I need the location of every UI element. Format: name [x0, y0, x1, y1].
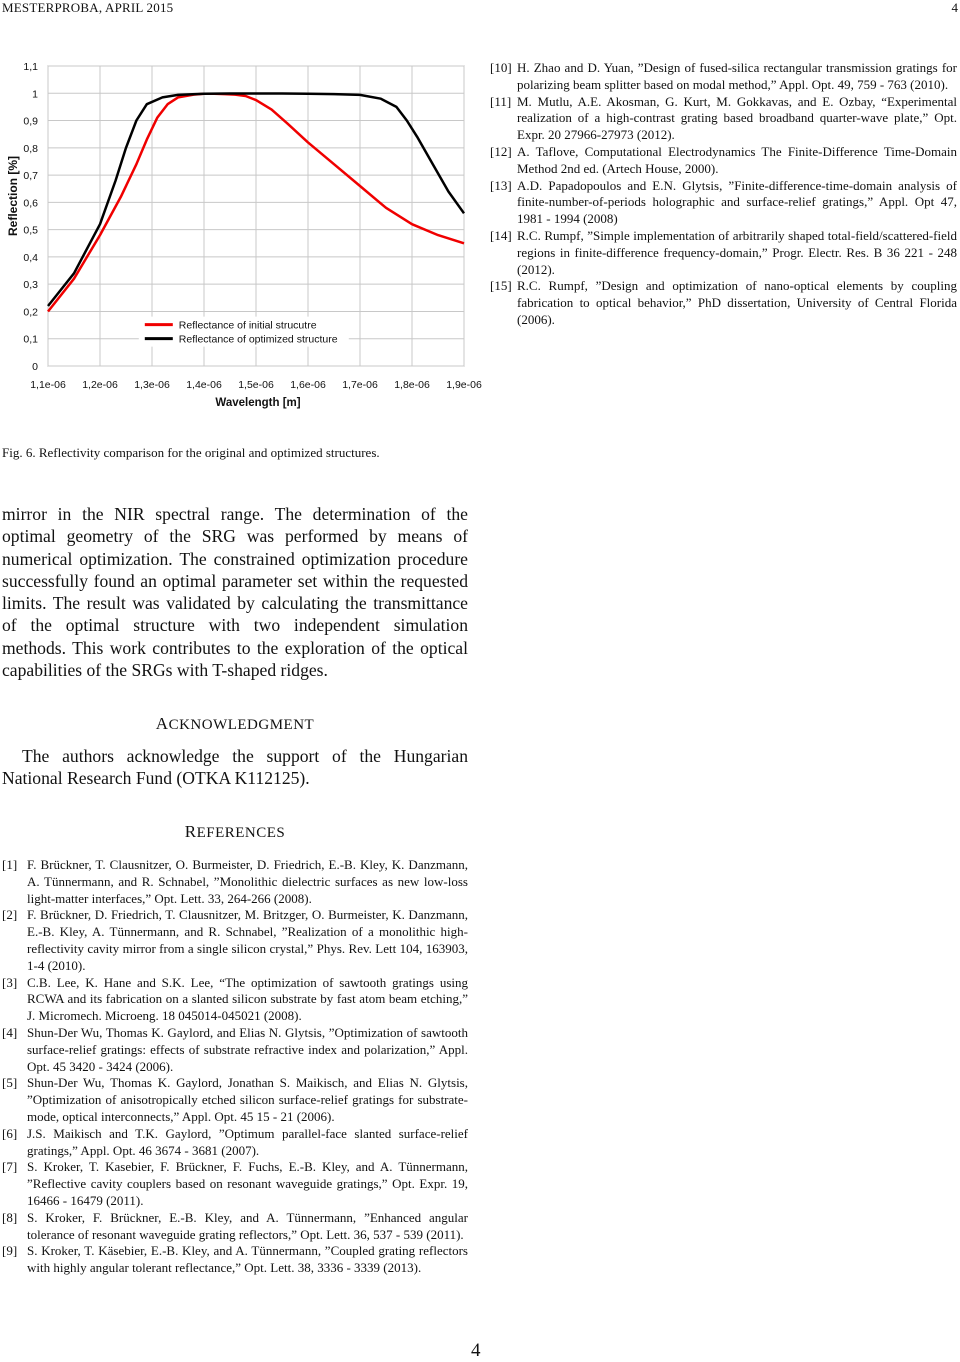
reference-text: A.D. Papadopoulos and E.N. Glytsis, ”Finite-difference-time-domain analysis of finite-number-of-periods holographic and surface-relief gratings,” Appl. Opt 47, 1981 - 1994 (2008) — [517, 177, 957, 227]
page-number-top: 4 — [951, 0, 958, 15]
reference-number: [11] — [490, 93, 512, 109]
references-heading-cap: R — [184, 822, 197, 841]
reference-text: Shun-Der Wu, Thomas K. Gaylord, and Elias N. Glytsis, ”Optimization of sawtooth surface-relief gratings: effects of substrate refractive index and polarization,” Appl. Opt. 45 3420 - 3424 (2006). — [27, 1024, 468, 1074]
y-tick-label: 0,2 — [23, 306, 38, 319]
reference-number: [12] — [490, 143, 512, 159]
reference-number: [13] — [490, 177, 512, 193]
reference-item — [2, 1075, 468, 1125]
reference-number: [4] — [2, 1024, 18, 1040]
reference-number: [1] — [2, 857, 18, 872]
y-tick-label: 0,3 — [23, 279, 38, 292]
reference-item — [490, 178, 957, 228]
acknowledgment-heading-rest: CKNOWLEDGMENT — [168, 717, 315, 733]
y-tick-label: 0,4 — [23, 251, 38, 264]
reference-item — [490, 228, 957, 278]
reference-number: [6] — [2, 1125, 18, 1141]
y-tick-label: 0,1 — [23, 333, 38, 346]
reference-item — [490, 94, 957, 144]
reference-text: S. Kroker, T. Käsebier, E.-B. Kley, and A. Tünnermann, ”Coupled grating reflectors with highly angular tolerant reflectance,” Opt. Lett. 38, 3336 - 3339 (2013). — [27, 1243, 468, 1276]
reference-number: [3] — [2, 974, 18, 990]
reference-number: [5] — [2, 1075, 18, 1091]
reference-text: F. Brückner, D. Friedrich, T. Clausnitzer, M. Britzger, O. Burmeister, K. Danzmann, E.-B. Kley, A. Tünnermann, and R. Schnabel, ”Realization of a monolithic high-reflectivity cavity mirror from a single silicon crystal,” Phys. Rev. Lett 104, 163903, 1-4 (2010). — [27, 907, 468, 973]
legend-label: Reflectance of optimized structure — [178, 333, 338, 346]
reference-item — [2, 975, 468, 1025]
y-tick-label: 0 — [32, 361, 38, 373]
x-tick-label: 1,4e-06 — [186, 379, 222, 391]
reference-number: [7] — [2, 1159, 18, 1175]
x-axis-label: Wavelength [m] — [215, 397, 301, 409]
reference-text: H. Zhao and D. Yuan, ”Design of fused-silica rectangular transmission gratings for polarizing beam splitter based on modal method,” Appl. Opt. 49, 759 - 763 (2010). — [517, 60, 957, 92]
references-list-left — [2, 857, 468, 1277]
acknowledgment-paragraph: The authors acknowledge the support of the Hungarian National Research Fund (OTKA K112125). — [2, 746, 468, 789]
reference-number: [15] — [490, 278, 512, 294]
reference-item — [2, 1159, 468, 1209]
figure-caption: Fig. 6. Reflectivity comparison for the original and optimized structures. — [2, 445, 380, 460]
y-tick-label: 0,6 — [23, 197, 38, 210]
reference-text: R.C. Rumpf, ”Design and optimization of nano-optical elements by coupling fabrication to optical behavior,” PhD dissertation, University of Central Florida (2006). — [517, 278, 957, 327]
reference-item — [2, 1126, 468, 1160]
x-tick-label: 1,9e-06 — [446, 379, 482, 391]
acknowledgment-heading-cap: A — [155, 714, 169, 733]
y-axis-label: Reflection [%] — [6, 155, 20, 237]
reflectivity-chart — [0, 58, 482, 420]
x-tick-label: 1,2e-06 — [82, 379, 118, 391]
y-tick-label: 1 — [32, 88, 38, 101]
page-number-bottom: 4 — [471, 1340, 481, 1361]
reference-item — [490, 278, 957, 328]
reference-number: [14] — [490, 227, 512, 243]
x-tick-label: 1,8e-06 — [394, 379, 430, 391]
reference-item — [490, 144, 957, 178]
running-header: MESTERPROBA, APRIL 2015 — [2, 0, 174, 15]
acknowledgment-heading — [0, 714, 470, 734]
y-tick-label: 0,7 — [23, 170, 38, 183]
reference-item — [490, 60, 957, 94]
reference-item — [2, 1025, 468, 1075]
references-heading-rest: EFERENCES — [196, 825, 286, 841]
y-tick-label: 0,5 — [23, 224, 38, 237]
references-heading — [0, 822, 470, 842]
reference-text: A. Taflove, Computational Electrodynamics The Finite-Difference Time-Domain Method 2nd ed. (Artech House, 2000). — [517, 143, 957, 176]
y-tick-label: 0,8 — [23, 142, 38, 155]
reference-text: M. Mutlu, A.E. Akosman, G. Kurt, M. Gokkavas, and E. Ozbay, “Experimental realization of a high-contrast grating based broadband quarter-wave plate,” Opt. Expr. 20 27966-27973 (2012). — [517, 93, 957, 143]
reference-text: J.S. Maikisch and T.K. Gaylord, ”Optimum parallel-face slanted surface-relief gratings,” Appl. Opt. 46 3674 - 3681 (2007). — [27, 1125, 468, 1158]
reference-number: [10] — [490, 60, 512, 75]
reference-number: [8] — [2, 1209, 18, 1225]
body-paragraph: mirror in the NIR spectral range. The determination of the optimal geometry of the SRG was performed by means of numerical optimization. The constrained optimization procedure successfully found an optimal parameter set within the requested limits. The result was validated by calculating the transmittance of the optimal structure with two independent simulation methods. This work contributes to the exploration of the optical capabilities of the SRGs with T-shaped ridges. — [2, 504, 468, 681]
reference-item — [2, 1243, 468, 1277]
legend-label: Reflectance of initial strucutre — [178, 319, 317, 332]
acknowledgment-text — [2, 745, 468, 790]
x-tick-label: 1,5e-06 — [238, 379, 274, 391]
reference-number: [9] — [2, 1243, 18, 1259]
x-tick-label: 1,7e-06 — [342, 379, 378, 391]
x-tick-label: 1,3e-06 — [134, 379, 170, 391]
y-tick-label: 0,9 — [23, 115, 38, 128]
reference-item — [2, 1210, 468, 1244]
reference-item — [2, 857, 468, 907]
reference-text: S. Kroker, T. Kasebier, F. Brückner, F. Fuchs, E.-B. Kley, and A. Tünnermann, ”Reflective cavity couplers based on resonant waveguide gratings,” Opt. Expr. 19, 16466 - 16479 (2011). — [27, 1159, 468, 1208]
reference-item — [2, 907, 468, 974]
y-tick-label: 1,1 — [23, 61, 38, 73]
references-list-right — [490, 60, 957, 329]
reference-text: S. Kroker, F. Brückner, E.-B. Kley, and A. Tünnermann, ”Enhanced angular tolerance of resonant waveguide grating reflectors,” Opt. Lett. 36, 537 - 539 (2011). — [27, 1209, 468, 1242]
reference-text: F. Brückner, T. Clausnitzer, O. Burmeister, D. Friedrich, E.-B. Kley, K. Danzmann, A. Tünnermann, and R. Schnabel, ”Monolithic dielectric surfaces as new low-loss light-matter interfaces,” Opt. Lett. 33, 264-266 (2008). — [27, 857, 468, 906]
reference-text: R.C. Rumpf, ”Simple implementation of arbitrarily shaped total-field/scattered-field regions in finite-difference frequency-domain,” Progr. Electr. Res. B 36 221 - 248 (2012). — [517, 227, 957, 277]
figure-reflectivity-chart — [0, 58, 482, 420]
reference-text: C.B. Lee, K. Hane and S.K. Lee, “The optimization of sawtooth gratings using RCWA and its fabrication on a slanted silicon substrate by fast atom beam etching,” J. Micromech. Microeng. 18 045014-045021 (2008). — [27, 974, 468, 1024]
reference-number: [2] — [2, 907, 18, 923]
x-tick-label: 1,1e-06 — [30, 379, 66, 391]
x-tick-label: 1,6e-06 — [290, 379, 326, 391]
reference-text: Shun-Der Wu, Thomas K. Gaylord, Jonathan S. Maikisch, and Elias N. Glytsis, ”Optimization of anisotropically etched silicon surface-relief gratings for substrate-mode, optical interconnects,” Appl. Opt. 45 15 - 21 (2006). — [27, 1075, 468, 1124]
